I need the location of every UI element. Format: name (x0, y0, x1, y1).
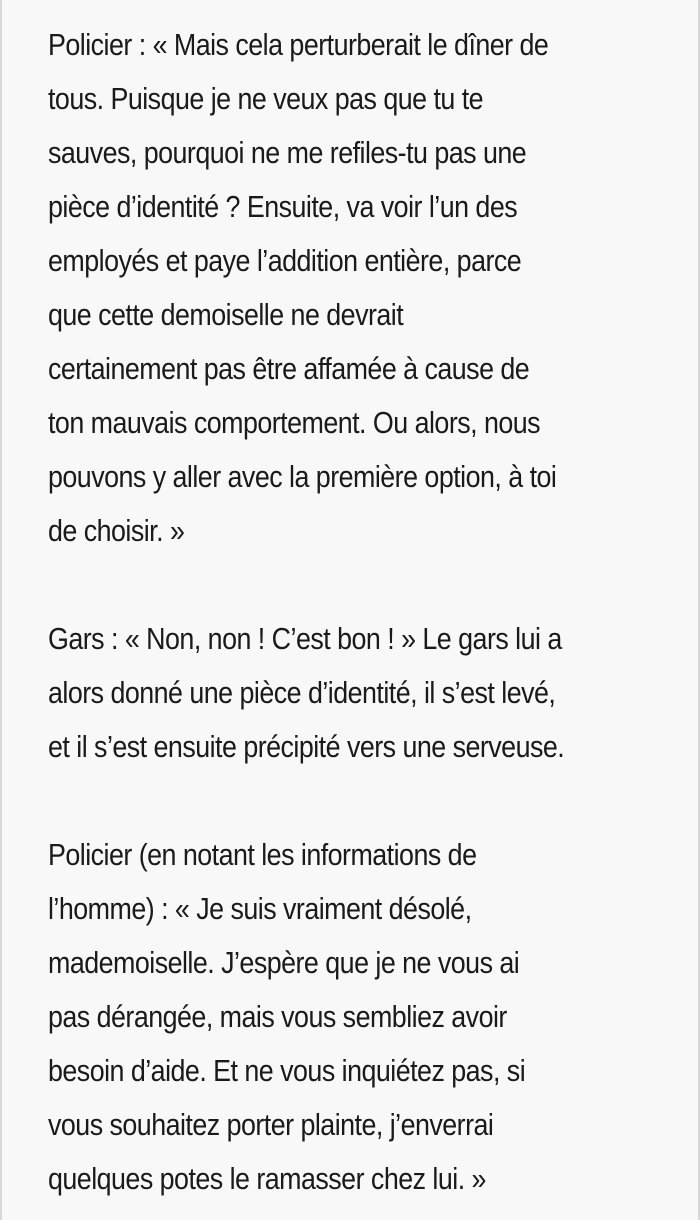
text-line: certainement pas être affamée à cause de (48, 352, 530, 386)
text-line: Policier (en notant les informations de (48, 838, 477, 872)
paragraph-spacer (48, 558, 688, 612)
text-line: Policier : « Mais cela perturberait le dîner de (48, 28, 549, 62)
paragraph-policier-1 (48, 18, 611, 558)
text-line: alors donné une pièce d’identité, il s’est levé, (48, 676, 556, 710)
text-line: pas dérangée, mais vous sembliez avoir (48, 1000, 507, 1034)
text-line: mademoiselle. J’espère que je ne vous ai (48, 946, 520, 980)
text-line: employés et paye l’addition entière, parce (48, 244, 522, 278)
text-line: que cette demoiselle ne devrait (48, 298, 404, 332)
text-line: tous. Puisque je ne veux pas que tu te (48, 82, 484, 116)
paragraph-spacer (48, 774, 688, 828)
text-line: ton mauvais comportement. Ou alors, nous (48, 406, 541, 440)
text-line: vous souhaitez porter plainte, j’enverrai (48, 1108, 494, 1142)
paragraph-gars (48, 612, 611, 774)
article-content (48, 18, 688, 1206)
paragraph-policier-2 (48, 828, 611, 1206)
text-line: et il s’est ensuite précipité vers une serveuse. (48, 730, 565, 764)
text-line: l’homme) : « Je suis vraiment désolé, (48, 892, 472, 926)
text-line: pouvons y aller avec la première option, à toi (48, 460, 557, 494)
text-line: pièce d’identité ? Ensuite, va voir l’un des (48, 190, 518, 224)
text-line: quelques potes le ramasser chez lui. » (48, 1162, 486, 1196)
text-line: de choisir. » (48, 514, 185, 548)
text-line: Gars : « Non, non ! C’est bon ! » Le gars lui a (48, 622, 562, 656)
text-line: sauves, pourquoi ne me refiles-tu pas une (48, 136, 527, 170)
text-line: besoin d’aide. Et ne vous inquiétez pas, si (48, 1054, 526, 1088)
